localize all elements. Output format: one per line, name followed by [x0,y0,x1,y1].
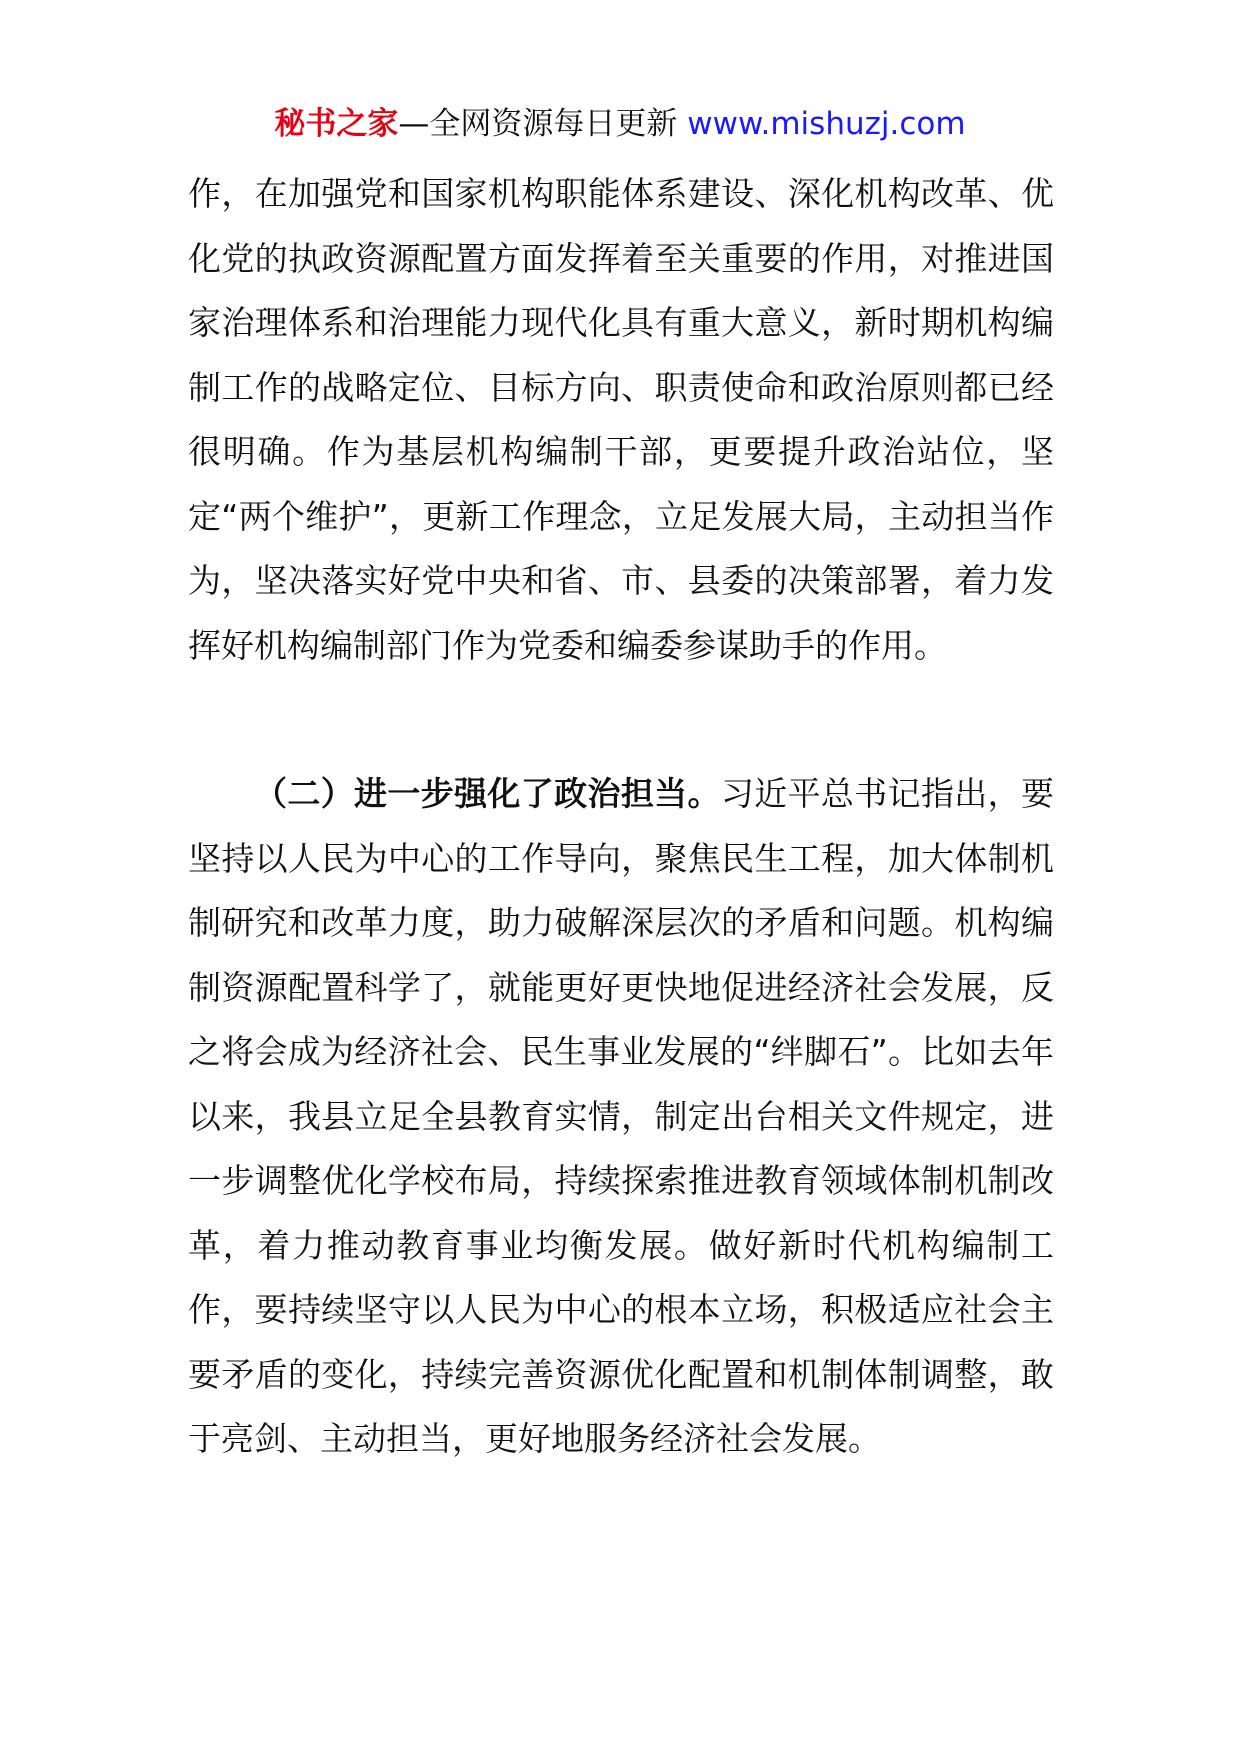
body-paragraph-1 [188,162,1054,678]
paragraph-text: 习近平总书记指出，要坚持以人民为中心的工作导向，聚焦民生工程，加大体制机制研究和改革力度，助力破解深层次的矛盾和问题。机构编制资源配置科学了，就能更好更快地促进经济社会发展，反之将会成为经济社会、民生事业发展的“绊脚石”。比如去年以来，我县立足全县教育实情，制定出台相关文件规定，进一步调整优化学校布局，持续探索推进教育领域体制机制改革，着力推动教育事业均衡发展。做好新时代机构编制工作，要持续坚守以人民为中心的根本立场，积极适应社会主要矛盾的变化，持续完善资源优化配置和机制体制调整，敢于亮剑、主动担当，更好地服务经济社会发展。 [188,774,1055,1458]
paragraph-text: 作，在加强党和国家机构职能体系建设、深化机构改革、优化党的执政资源配置方面发挥着至关重要的作用，对推进国家治理体系和治理能力现代化具有重大意义，新时期机构编制工作的战略定位、目标方向、职责使命和政治原则都已经很明确。作为基层机构编制干部，更要提升政治站位，坚定“两个维护”，更新工作理念，立足发展大局，主动担当作为，坚决落实好党中央和省、市、县委的决策部署，着力发挥好机构编制部门作为党委和编委参谋助手的作用。 [188,174,1054,665]
section-heading: （二）进一步强化了政治担当。 [254,774,721,813]
paragraph-continuation [188,162,1054,678]
header-url-link[interactable]: www.mishuzj.com [687,106,966,142]
paragraph-section-two [188,762,1054,1472]
page-header [0,100,1240,148]
header-tagline: —全网资源每日更新 [398,106,688,142]
body-paragraph-2 [188,762,1054,1472]
header-brand: 秘书之家 [274,106,399,142]
